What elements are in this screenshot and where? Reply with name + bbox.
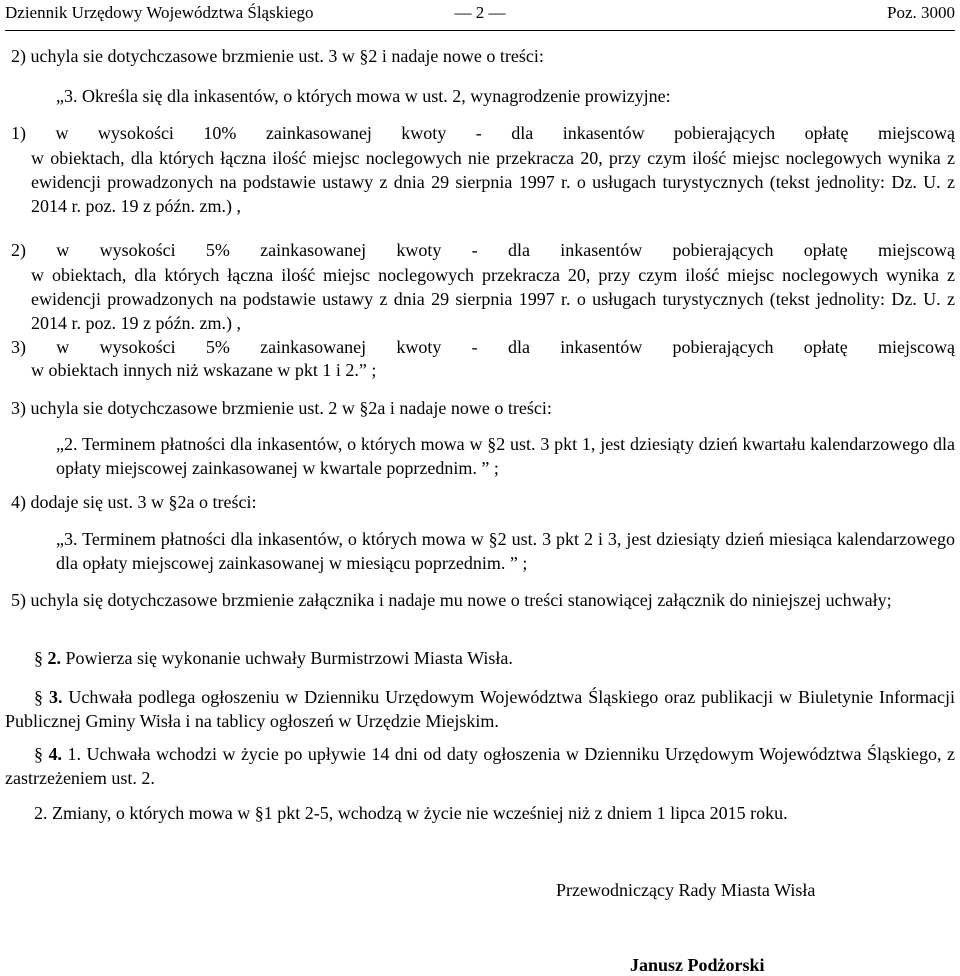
section-4: § 4. 1. Uchwała wchodzi w życie po upływie 14 dni od daty ogłoszenia w Dzienniku Urzędowym Województwa Śląskiego, z zastrzeżeniem ust. 2.: [5, 744, 955, 788]
item-4-intro: 4) dodaje się ust. 3 w §2a o treści:: [11, 492, 257, 512]
position-number: Poz. 3000: [887, 3, 955, 22]
item-2-point-3-first-line: 3) w wysokości 5% zainkasowanej kwoty - dla inkasentów pobierających opłatę miejscową: [11, 337, 955, 357]
item-2-point-1-text: w obiektach, dla których łączna ilość miejsc noclegowych nie przekracza 20, przy czym ilość miejsc noclegowych wynika z ewidencji prowadzonych na podstawie ustawy z dnia 29 sierpnia 1997 r. o usługach turystycznych (tekst jednolity: Dz. U. z 2014 r. poz. 19 z późn. zm.) ,: [31, 148, 955, 216]
item-2-quote: „3. Określa się dla inkasentów, o których mowa w ust. 2, wynagrodzenie prowizyjne:: [56, 86, 671, 106]
section-4-number: 4.: [48, 744, 62, 764]
item-3-quote: „2. Terminem płatności dla inkasentów, o których mowa w §2 ust. 3 pkt 1, jest dziesiąty dzień kwartału kalendarzowego dla opłaty miejscowej zainkasowanej w kwartale poprzednim. ” ;: [56, 434, 955, 478]
item-2-point-2-first-line: 2) w wysokości 5% zainkasowanej kwoty - dla inkasentów pobierających opłatę miejscową: [11, 240, 955, 260]
item-5-text: 5) uchyla się dotychczasowe brzmienie załącznika i nadaje mu nowe o treści stanowiącej załącznik do niniejszej uchwały;: [11, 590, 892, 610]
item-2-intro: 2) uchyla sie dotychczasowe brzmienie ust. 3 w §2 i nadaje nowe o treści:: [11, 46, 544, 66]
page-number: — 2 —: [454, 3, 506, 22]
section-2-text: Powierza się wykonanie uchwały Burmistrzowi Miasta Wisła.: [61, 648, 513, 668]
item-4-quote: „3. Terminem płatności dla inkasentów, o których mowa w §2 ust. 3 pkt 2 i 3, jest dziesiąty dzień miesiąca kalendarzowego dla opłaty miejscowej zainkasowanej w miesiącu poprzednim. ” ;: [56, 529, 955, 573]
section-3-text: Uchwała podlega ogłoszeniu w Dzienniku Urzędowym Województwa Śląskiego oraz publikacji w Biuletynie Informacji Publicznej Gminy Wisła i na tablicy ogłoszeń w Urzędzie Miejskim.: [5, 687, 955, 731]
item-2-point-2-text: w obiektach, dla których łączna ilość miejsc noclegowych przekracza 20, przy czym ilość miejsc noclegowych wynika z ewidencji prowadzonych na podstawie ustawy z dnia 29 sierpnia 1997 r. o usługach turystycznych (tekst jednolity: Dz. U. z 2014 r. poz. 19 z późn. zm.) ,: [31, 265, 955, 333]
journal-title: Dziennik Urzędowy Województwa Śląskiego: [5, 3, 314, 22]
section-2-number: 2.: [47, 648, 61, 668]
section-3: § 3. Uchwała podlega ogłoszeniu w Dzienniku Urzędowym Województwa Śląskiego oraz publikacji w Biuletynie Informacji Publicznej Gminy Wisła i na tablicy ogłoszeń w Urzędzie Miejskim.: [5, 687, 955, 731]
item-3-intro: 3) uchyla sie dotychczasowe brzmienie ust. 2 w §2a i nadaje nowe o treści:: [11, 398, 552, 418]
signature-name: Janusz Podżorski: [630, 955, 765, 975]
section-2: § 2. Powierza się wykonanie uchwały Burmistrzowi Miasta Wisła.: [34, 648, 513, 668]
signature-title: Przewodniczący Rady Miasta Wisła: [556, 880, 816, 900]
item-2-point-1-first-line: 1) w wysokości 10% zainkasowanej kwoty - dla inkasentów pobierających opłatę miejscową: [11, 123, 955, 143]
section-4-text: 1. Uchwała wchodzi w życie po upływie 14 dni od daty ogłoszenia w Dzienniku Urzędowym Województwa Śląskiego, z zastrzeżeniem ust. 2.: [5, 744, 955, 788]
section-3-number: 3.: [48, 687, 63, 707]
section-4-point-2: 2. Zmiany, o których mowa w §1 pkt 2-5, wchodzą w życie nie wcześniej niż z dniem 1 lipca 2015 roku.: [34, 803, 788, 823]
item-2-point-3-text: w obiektach innych niż wskazane w pkt 1 i 2.” ;: [31, 360, 377, 380]
